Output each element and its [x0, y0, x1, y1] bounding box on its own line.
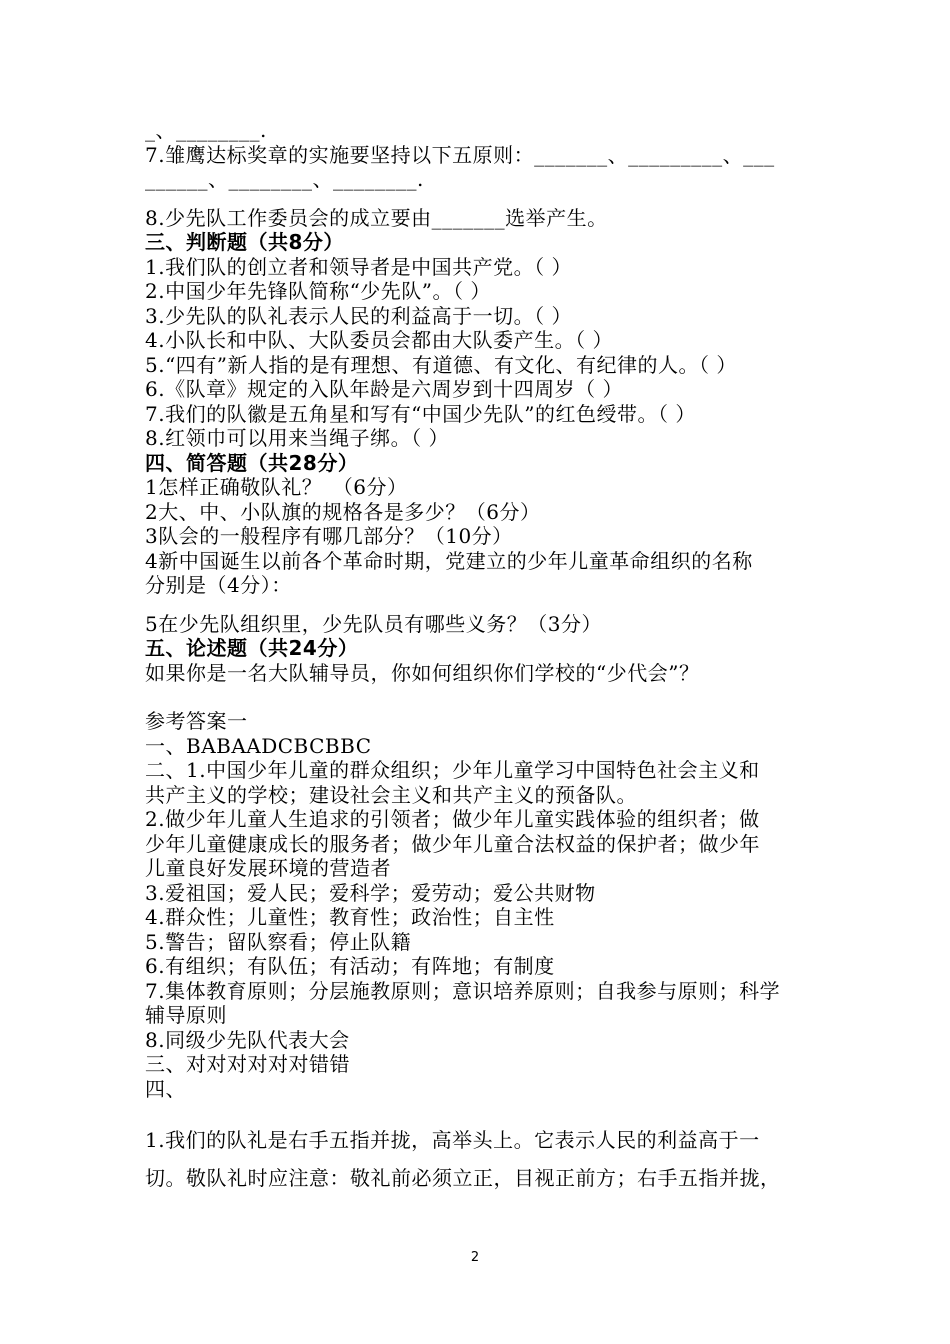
answer-section-2-line: 辅导原则 [145, 1003, 227, 1027]
answer-section-2-line: 少年儿童健康成长的服务者；做少年儿童合法权益的保护者；做少年 [145, 831, 760, 856]
answers-title: 参考答案一 [145, 709, 248, 733]
answer-section-4: 四、 [145, 1076, 186, 1101]
judge-item-6: 6.《队章》规定的入队年龄是六周岁到十四周岁（ ） [145, 377, 623, 401]
judge-item-1: 1.我们队的创立者和领导者是中国共产党。（ ） [145, 254, 572, 279]
judge-item-4: 4.小队长和中队、大队委员会都由大队委产生。（ ） [145, 328, 613, 352]
answer-section-2-line: 5.警告；留队察看；停止队籍 [145, 929, 412, 954]
fill-blank-question-7-cont: ______、________、________. [145, 167, 424, 191]
answer-section-4-paragraph: 1.我们的队礼是右手五指并拢，高举头上。它表示人民的利益高于一 [145, 1128, 760, 1152]
judge-item-5: 5.“四有”新人指的是有理想、有道德、有文化、有纪律的人。（ ） [145, 352, 737, 377]
essay-heading: 五、论述题（共24分） [145, 636, 359, 660]
judge-item-7: 7.我们的队徽是五角星和写有“中国少先队”的红色绶带。（ ） [145, 401, 696, 426]
fill-blank-question-8: 8.少先队工作委员会的成立要由_______选举产生。 [145, 205, 608, 230]
judge-heading: 三、判断题（共8分） [145, 230, 344, 254]
answer-section-2-line: 儿童良好发展环境的营造者 [145, 856, 391, 880]
short-question-1: 1怎样正确敬队礼？ （6分） [145, 475, 408, 499]
page-number: 2 [470, 1250, 480, 1265]
short-answer-heading: 四、简答题（共28分） [145, 450, 359, 475]
judge-item-8: 8.红领巾可以用来当绳子绑。（ ） [145, 426, 449, 450]
short-question-5: 5在少先队组织里，少先队员有哪些义务？（3分） [145, 611, 602, 636]
judge-item-2: 2.中国少年先锋队简称“少先队”。（ ） [145, 279, 491, 303]
short-question-2: 2大、中、小队旗的规格各是多少？（6分） [145, 499, 541, 524]
answer-section-2-line: 7.集体教育原则；分层施教原则；意识培养原则；自我参与原则；科学 [145, 978, 781, 1003]
answer-section-4-paragraph-cont: 切。敬队礼时应注意：敬礼前必须立正，目视正前方；右手五指并拢， [145, 1166, 781, 1190]
short-question-4-cont: 分别是（4分）： [145, 573, 292, 597]
fill-blank-question-7: 7.雏鹰达标奖章的实施要坚持以下五原则：_______、_________、___ [145, 142, 775, 167]
judge-item-3: 3.少先队的队礼表示人民的利益高于一切。（ ） [145, 303, 572, 328]
answer-section-2-line: 2.做少年儿童人生追求的引领者；做少年儿童实践体验的组织者；做 [145, 807, 760, 831]
answer-section-2-line: 4.群众性；儿童性；教育性；政治性；自主性 [145, 905, 555, 929]
answer-section-2-line: 共产主义的学校；建设社会主义和共产主义的预备队。 [145, 782, 637, 807]
essay-question: 如果你是一名大队辅导员，你如何组织你们学校的“少代会”？ [145, 660, 700, 685]
answer-section-2-line: 二、1.中国少年儿童的群众组织；少年儿童学习中国特色社会主义和 [145, 758, 760, 782]
answer-section-2-line: 3.爱祖国；爱人民；爱科学；爱劳动；爱公共财物 [145, 880, 596, 905]
answer-section-2-line: 8.同级少先队代表大会 [145, 1027, 350, 1052]
answer-section-1: 一、BABAADCBCBBC [145, 733, 372, 758]
fill-blank-line: _、________. [145, 118, 267, 142]
answer-section-3: 三、对对对对对对错错 [145, 1052, 350, 1076]
document-page [145, 118, 815, 1197]
short-question-3: 3队会的一般程序有哪几部分？（10分） [145, 524, 513, 548]
answer-section-2-line: 6.有组织；有队伍；有活动；有阵地；有制度 [145, 954, 555, 978]
short-question-4: 4新中国诞生以前各个革命时期，党建立的少年儿童革命组织的名称 [145, 548, 753, 573]
